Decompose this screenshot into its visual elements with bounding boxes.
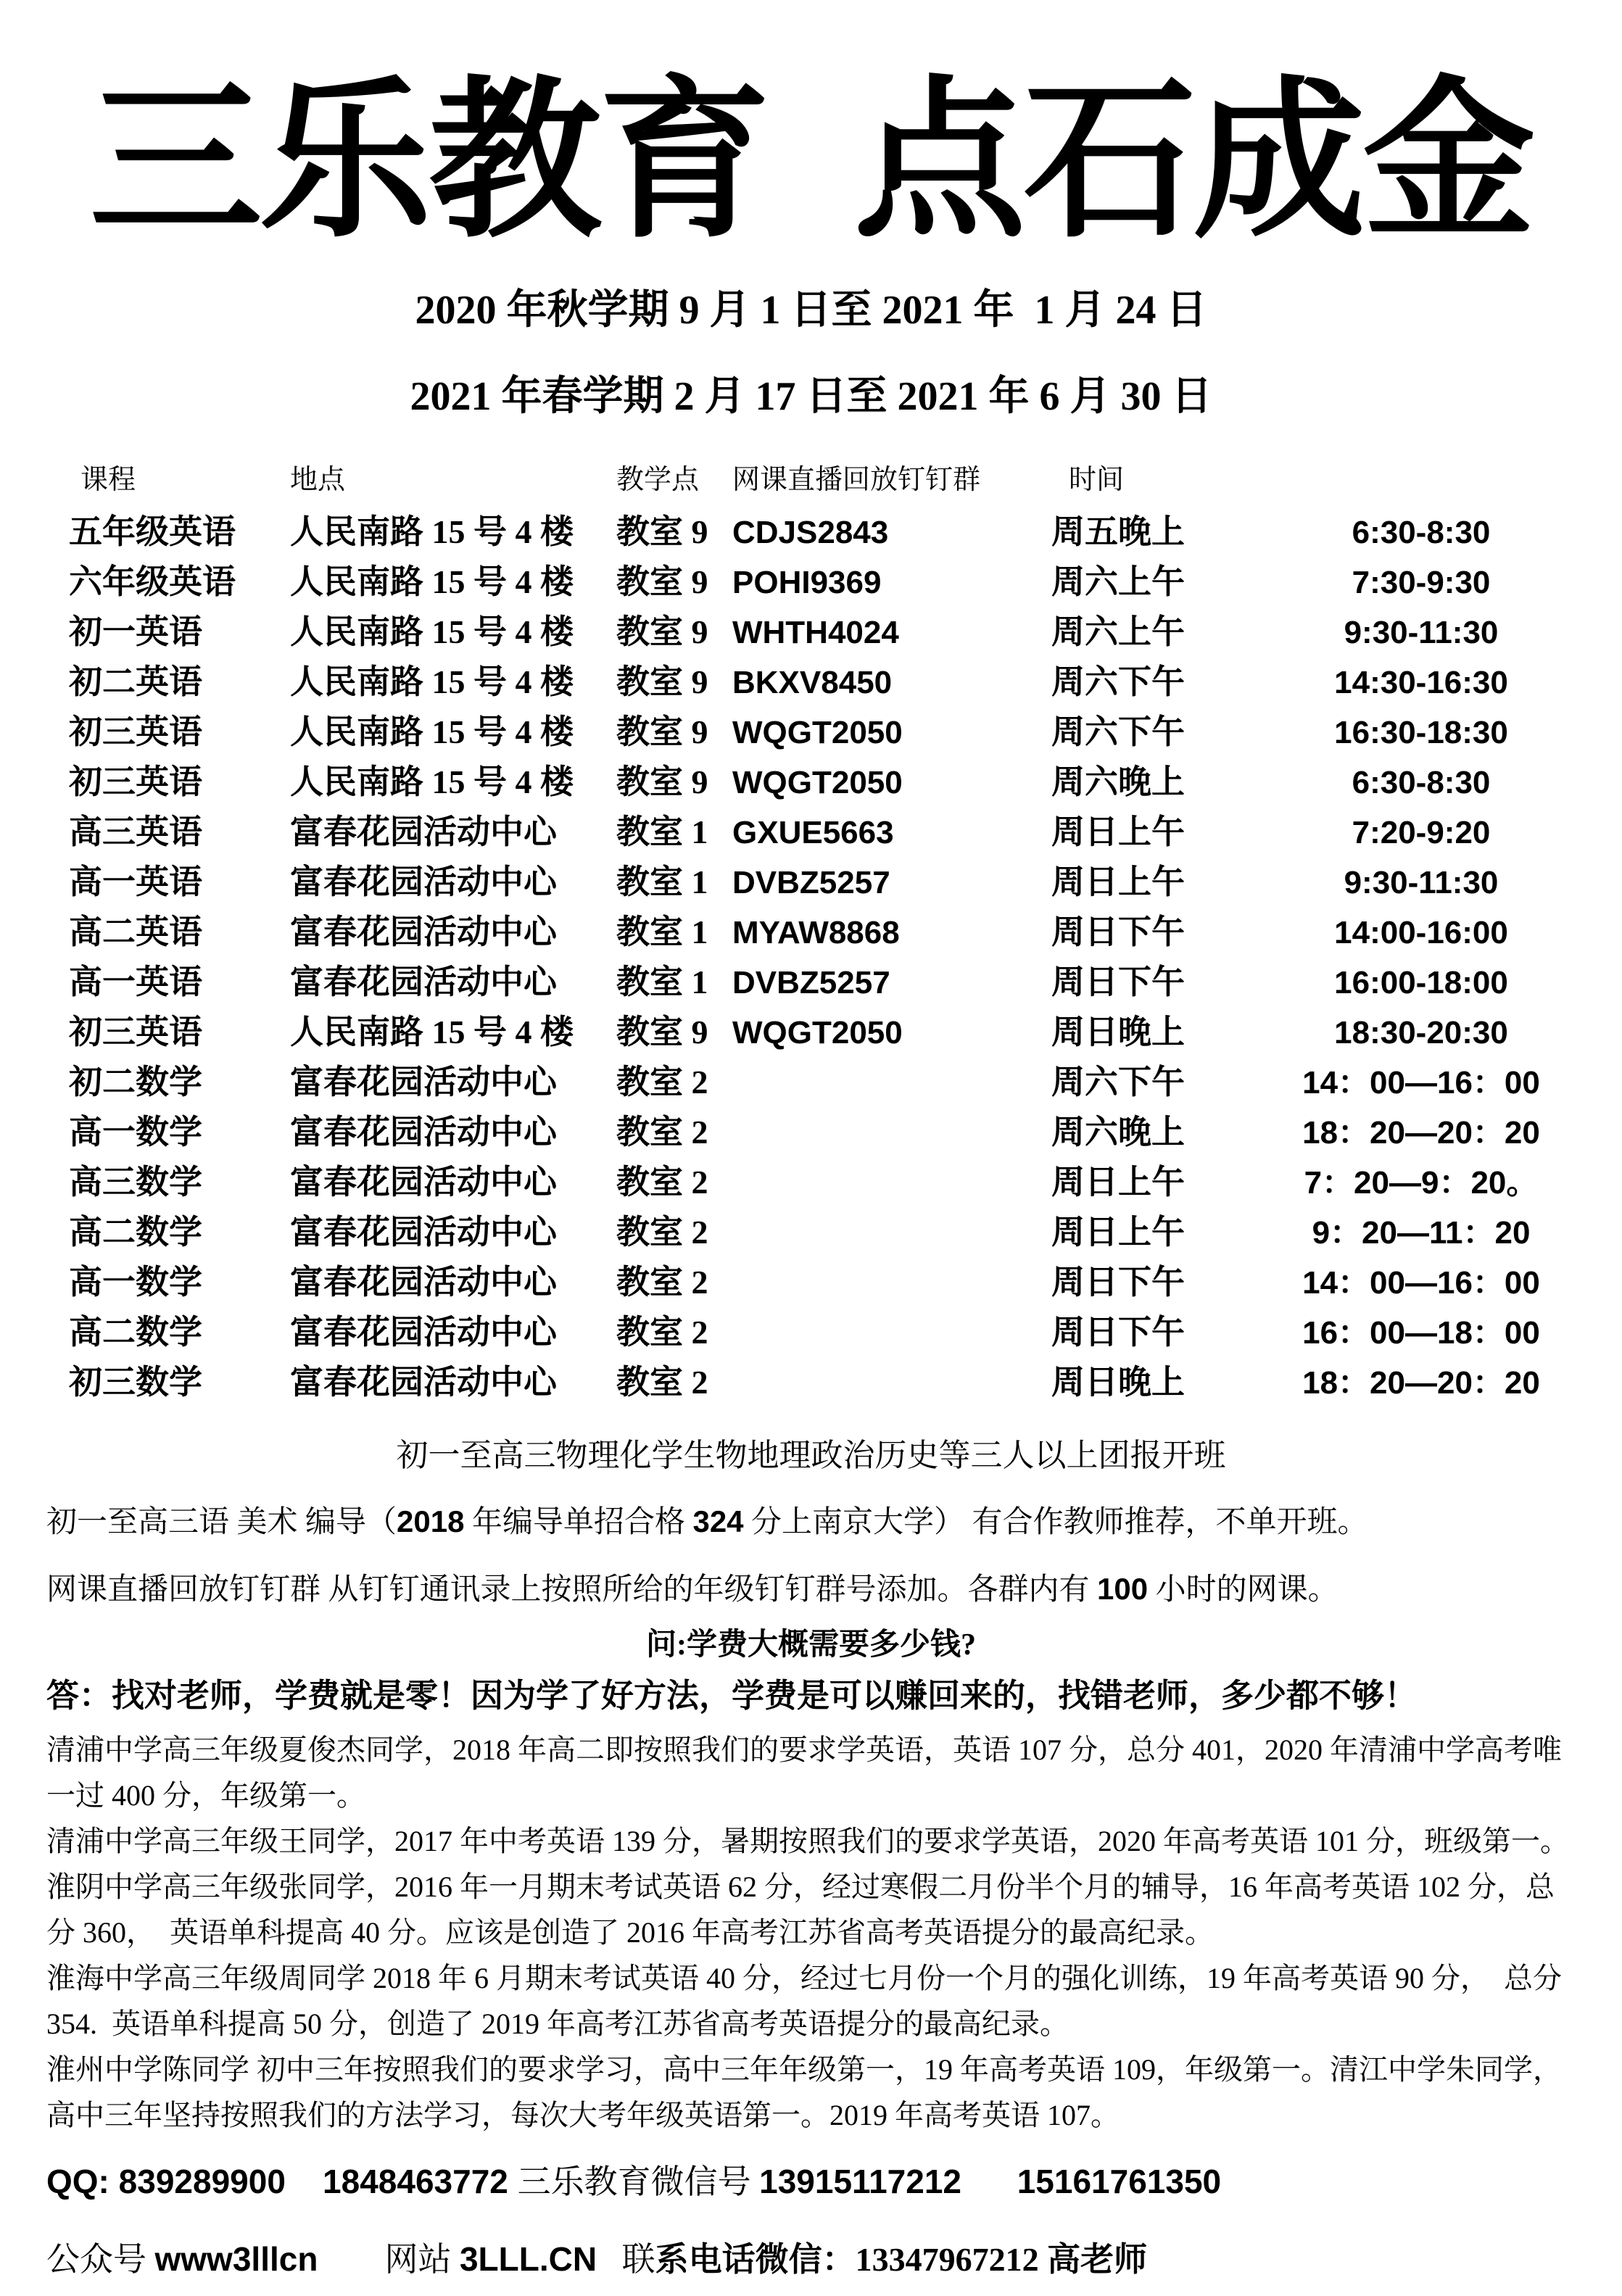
cell-room: 教室 1 xyxy=(616,963,708,1000)
cell-day: 周日晚上 xyxy=(1051,1363,1185,1401)
cell-time: 6:30-8:30 xyxy=(1352,514,1491,550)
cell-day: 周六晚上 xyxy=(1051,1113,1185,1151)
cell-day: 周日晚上 xyxy=(1051,1013,1185,1050)
testimonial-paragraph: 清浦中学高三年级王同学，2017 年中考英语 139 分，暑期按照我们的要求学英语，2020 年高考英语 101 分，班级第一。 xyxy=(46,1824,1569,1857)
cell-location: 富春花园活动中心 xyxy=(290,1213,557,1251)
header-cell-time: 时间 xyxy=(1069,464,1125,495)
cell-dingtalk-group: WHTH4024 xyxy=(732,614,899,650)
table-row xyxy=(69,507,1577,558)
cell-room: 教室 2 xyxy=(616,1063,708,1101)
cell-course: 高二数学 xyxy=(69,1313,202,1351)
header-cell-room: 教学点 xyxy=(616,464,700,495)
cell-time: 7:20-9:20 xyxy=(1352,814,1491,850)
cell-time: 7:30-9:30 xyxy=(1352,564,1491,600)
cell-day: 周日上午 xyxy=(1051,813,1185,850)
table-row xyxy=(69,1058,1577,1108)
cell-course: 初三数学 xyxy=(69,1363,202,1401)
cell-room: 教室 9 xyxy=(616,513,708,550)
cell-course: 初二英语 xyxy=(69,663,202,700)
cell-room: 教室 1 xyxy=(616,813,708,850)
cell-course: 高三数学 xyxy=(69,1163,202,1201)
cell-time: 16:00-18:00 xyxy=(1334,964,1508,1000)
cell-room: 教室 1 xyxy=(616,913,708,950)
cell-location: 人民南路 15 号 4 楼 xyxy=(290,1013,574,1050)
schedule-header-row xyxy=(69,457,1577,503)
cell-room: 教室 2 xyxy=(616,1363,708,1401)
cell-location: 人民南路 15 号 4 楼 xyxy=(290,563,574,600)
cell-dingtalk-group: DVBZ5257 xyxy=(732,864,890,900)
cell-dingtalk-group: DVBZ5257 xyxy=(732,964,890,1000)
table-row xyxy=(69,1008,1577,1058)
header-cell-course: 课程 xyxy=(80,464,136,495)
table-row xyxy=(69,658,1577,708)
cell-course: 初三英语 xyxy=(69,1013,202,1050)
cell-course: 高一英语 xyxy=(69,863,202,900)
cell-location: 富春花园活动中心 xyxy=(290,863,557,900)
contact-qq-line: QQ: 839289900 1848463772 三乐教育微信号 13915117212 15161761350 xyxy=(46,2162,1222,2200)
cell-location: 富春花园活动中心 xyxy=(290,1313,557,1351)
qa-answer: 答：找对老师，学费就是零！因为学了好方法，学费是可以赚回来的，找错老师，多少都不够！ xyxy=(46,1677,1418,1714)
cell-day: 周日下午 xyxy=(1051,963,1185,1000)
cell-time: 14：00—16：00 xyxy=(1302,1264,1540,1301)
table-row xyxy=(69,1158,1577,1208)
cell-course: 六年级英语 xyxy=(69,563,236,600)
semester-dates xyxy=(45,284,1577,423)
cell-location: 富春花园活动中心 xyxy=(290,813,557,850)
cell-time: 7：20—9：20。 xyxy=(1304,1164,1539,1201)
testimonial-paragraph: 淮州中学陈同学 初中三年按照我们的要求学习，高中三年年级第一，19 年高考英语 109，年级第一。清江中学朱同学，高中三年坚持按照我们的方法学习，每次大考年级英语第一。2019 年高考英语 107。 xyxy=(46,2052,1562,2131)
cell-day: 周日上午 xyxy=(1051,1163,1185,1201)
testimonial-paragraph: 淮阴中学高三年级张同学，2016 年一月期末考试英语 62 分，经过寒假二月份半个月的辅导，16 年高考英语 102 分，总分 360， 英语单科提高 40 分。应该是创造了 2016 年高考江苏省高考英语提分的最高纪录。 xyxy=(46,1870,1555,1949)
qa-question: 问:学费大概需要多少钱? xyxy=(646,1628,976,1662)
cell-room: 教室 2 xyxy=(616,1313,708,1351)
cell-room: 教室 9 xyxy=(616,613,708,650)
cell-time: 18：20—20：20 xyxy=(1302,1364,1540,1401)
table-row xyxy=(69,1208,1577,1258)
contact-footer-line: 公众号 www3lllcn 网站 3LLL.CN 联系电话微信：13347967212 高老师 xyxy=(46,2240,1148,2279)
cell-time: 9：20—11：20 xyxy=(1312,1214,1531,1251)
cell-day: 周六下午 xyxy=(1051,713,1185,750)
table-row xyxy=(69,958,1577,1008)
cell-course: 初一英语 xyxy=(69,613,202,650)
cell-day: 周六上午 xyxy=(1051,613,1185,650)
cell-course: 高一英语 xyxy=(69,963,202,1000)
cell-course: 高二数学 xyxy=(69,1213,202,1251)
cell-time: 16：00—18：00 xyxy=(1302,1314,1540,1351)
cell-time: 18：20—20：20 xyxy=(1302,1114,1540,1151)
testimonial-paragraph: 清浦中学高三年级夏俊杰同学，2018 年高二即按照我们的要求学英语，英语 107 分，总分 401，2020 年清浦中学高考唯一过 400 分，年级第一。 xyxy=(46,1733,1562,1812)
cell-dingtalk-group: BKXV8450 xyxy=(732,664,893,700)
cell-dingtalk-group: WQGT2050 xyxy=(732,714,903,750)
cell-room: 教室 2 xyxy=(616,1163,708,1201)
cell-location: 富春花园活动中心 xyxy=(290,913,557,950)
cell-location: 富春花园活动中心 xyxy=(290,963,557,1000)
schedule-rows xyxy=(69,507,1577,1408)
cell-location: 人民南路 15 号 4 楼 xyxy=(290,763,574,800)
table-row xyxy=(69,858,1577,908)
cell-course: 高二英语 xyxy=(69,913,202,950)
cell-time: 18:30-20:30 xyxy=(1334,1014,1508,1050)
cell-dingtalk-group: WQGT2050 xyxy=(732,764,903,800)
semester-date-spring: 2021 年春学期 2 月 17 日至 2021 年 6 月 30 日 xyxy=(410,373,1212,419)
note-art-programs: 初一至高三语 美术 编导（2018 年编导单招合格 324 分上南京大学） 有合作教师推荐，不单开班。 xyxy=(46,1504,1368,1539)
schedule-table xyxy=(69,457,1577,1408)
cell-dingtalk-group: POHI9369 xyxy=(732,564,882,600)
cell-room: 教室 2 xyxy=(616,1213,708,1251)
cell-room: 教室 9 xyxy=(616,763,708,800)
cell-time: 9:30-11:30 xyxy=(1344,614,1499,650)
cell-time: 9:30-11:30 xyxy=(1344,864,1499,900)
testimonials xyxy=(46,1727,1577,2138)
cell-room: 教室 1 xyxy=(616,863,708,900)
cell-day: 周六下午 xyxy=(1051,1063,1185,1101)
cell-time: 14：00—16：00 xyxy=(1302,1064,1540,1101)
cell-day: 周六下午 xyxy=(1051,663,1185,700)
table-row xyxy=(69,1258,1577,1308)
cell-time: 14:00-16:00 xyxy=(1334,914,1508,950)
cell-time: 6:30-8:30 xyxy=(1352,764,1491,800)
cell-day: 周日下午 xyxy=(1051,913,1185,950)
table-row xyxy=(69,808,1577,858)
cell-location: 富春花园活动中心 xyxy=(290,1063,557,1101)
cell-room: 教室 9 xyxy=(616,1013,708,1050)
cell-course: 初三英语 xyxy=(69,763,202,800)
cell-day: 周六晚上 xyxy=(1051,763,1185,800)
cell-course: 初二数学 xyxy=(69,1063,202,1101)
cell-time: 14:30-16:30 xyxy=(1334,664,1508,700)
cell-day: 周日下午 xyxy=(1051,1263,1185,1301)
cell-location: 人民南路 15 号 4 楼 xyxy=(290,513,574,550)
table-row xyxy=(69,608,1577,658)
table-row xyxy=(69,758,1577,808)
header-cell-group: 网课直播回放钉钉群 xyxy=(732,464,981,495)
cell-course: 高一数学 xyxy=(69,1113,202,1151)
cell-dingtalk-group: WQGT2050 xyxy=(732,1014,903,1050)
cell-course: 高三英语 xyxy=(69,813,202,850)
table-row xyxy=(69,1108,1577,1158)
cell-room: 教室 9 xyxy=(616,663,708,700)
cell-location: 富春花园活动中心 xyxy=(290,1163,557,1201)
cell-day: 周五晚上 xyxy=(1051,513,1185,550)
cell-day: 周六上午 xyxy=(1051,563,1185,600)
cell-location: 富春花园活动中心 xyxy=(290,1263,557,1301)
note-dingtalk-groups: 网课直播回放钉钉群 从钉钉通讯录上按照所给的年级钉钉群号添加。各群内有 100 小时的网课。 xyxy=(46,1571,1338,1607)
cell-course: 高一数学 xyxy=(69,1263,202,1301)
table-row xyxy=(69,1358,1577,1408)
cell-room: 教室 9 xyxy=(616,713,708,750)
cell-dingtalk-group: CDJS2843 xyxy=(732,514,889,550)
note-team-enrollment: 初一至高三物理化学生物地理政治历史等三人以上团报开班 xyxy=(396,1437,1226,1473)
cell-location: 人民南路 15 号 4 楼 xyxy=(290,613,574,650)
cell-day: 周日上午 xyxy=(1051,863,1185,900)
cell-location: 人民南路 15 号 4 楼 xyxy=(290,663,574,700)
cell-dingtalk-group: MYAW8868 xyxy=(732,914,900,950)
cell-dingtalk-group: GXUE5663 xyxy=(732,814,894,850)
page-title-right: 点石成金 xyxy=(853,67,1533,258)
cell-day: 周日下午 xyxy=(1051,1313,1185,1351)
cell-room: 教室 9 xyxy=(616,563,708,600)
table-row xyxy=(69,558,1577,608)
testimonial-paragraph: 淮海中学高三年级周同学 2018 年 6 月期末考试英语 40 分，经过七月份一个月的强化训练，19 年高考英语 90 分， 总分 354. 英语单科提高 50 分，创造了 2019 年高考江苏省高考英语提分的最高纪录。 xyxy=(46,1961,1569,2040)
cell-time: 16:30-18:30 xyxy=(1334,714,1508,750)
cell-day: 周日上午 xyxy=(1051,1213,1185,1251)
cell-room: 教室 2 xyxy=(616,1263,708,1301)
cell-location: 富春花园活动中心 xyxy=(290,1363,557,1401)
table-row xyxy=(69,708,1577,758)
cell-course: 初三英语 xyxy=(69,713,202,750)
cell-location: 人民南路 15 号 4 楼 xyxy=(290,713,574,750)
cell-room: 教室 2 xyxy=(616,1113,708,1151)
semester-date-autumn: 2020 年秋学期 9 月 1 日至 2021 年 1 月 24 日 xyxy=(415,288,1207,333)
table-row xyxy=(69,908,1577,958)
header-cell-location: 地点 xyxy=(290,464,346,495)
cell-course: 五年级英语 xyxy=(69,513,236,550)
page-title-left: 三乐教育 xyxy=(89,67,769,258)
cell-location: 富春花园活动中心 xyxy=(290,1113,557,1151)
page-title xyxy=(45,49,1577,277)
table-row xyxy=(69,1308,1577,1358)
